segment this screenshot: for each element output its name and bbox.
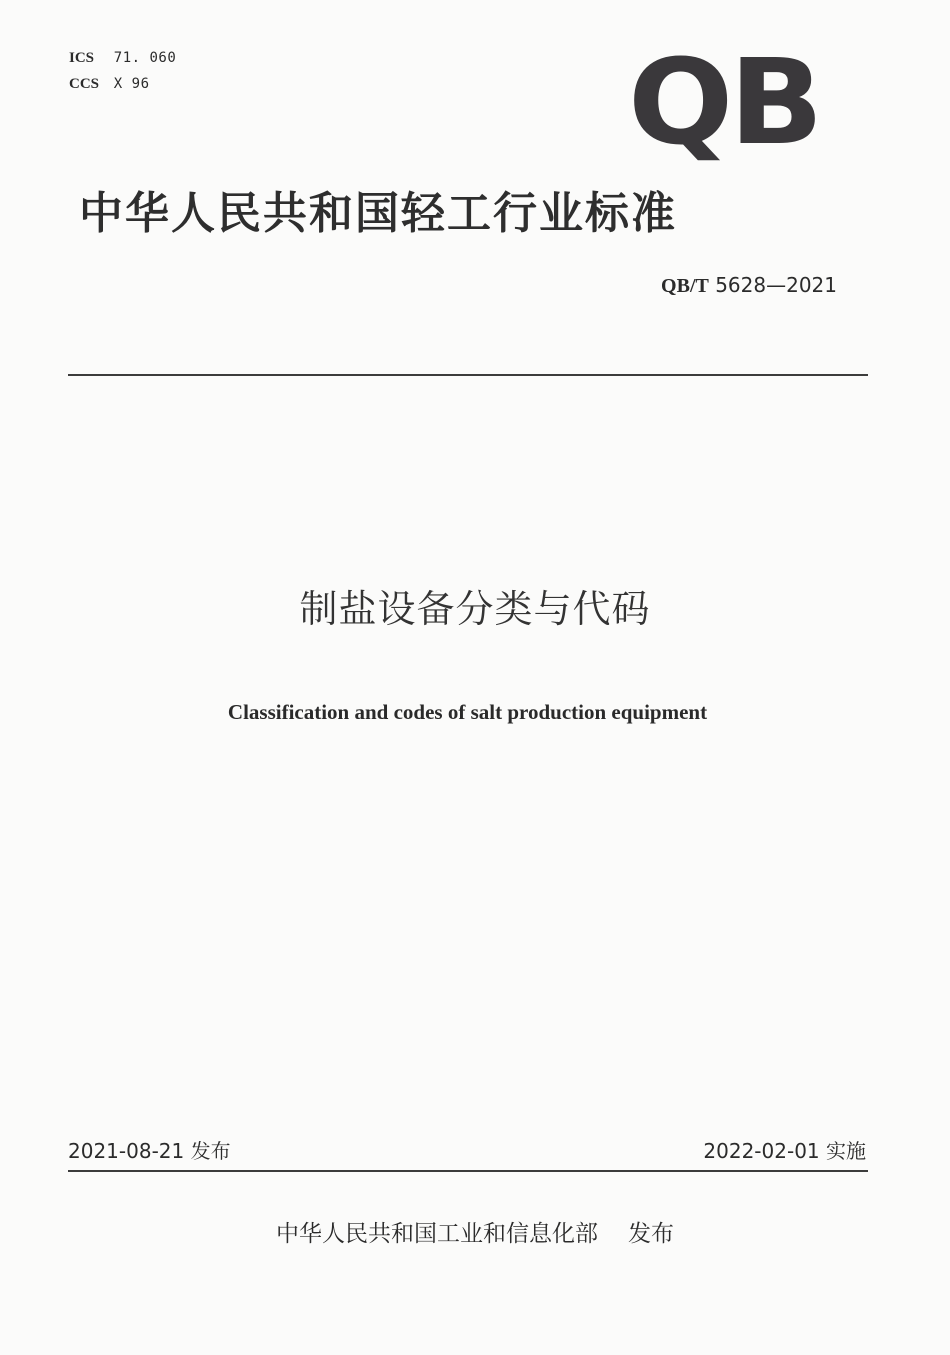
ics-value: 71. 060: [113, 50, 177, 66]
bottom-divider: [68, 1170, 868, 1172]
ics-line: [69, 48, 176, 67]
document-title-chinese: 制盐设备分类与代码: [299, 587, 651, 631]
publisher-name: 中华人民共和国工业和信息化部: [276, 1221, 598, 1247]
publisher-line: [0, 1219, 950, 1249]
ccs-value: X 96: [113, 76, 150, 92]
document-title-english: Classification and codes of salt production equipment: [227, 700, 708, 724]
ccs-line: [69, 74, 150, 93]
release-date: 2021-08-21 发布: [68, 1139, 231, 1163]
ics-label: ICS: [69, 50, 95, 66]
top-divider: [68, 374, 868, 376]
ccs-label: CCS: [69, 76, 100, 92]
standard-body-title: 中华人民共和国轻工行业标准: [79, 188, 677, 239]
standard-code: [661, 272, 837, 299]
implementation-date: 2022-02-01 实施: [703, 1139, 866, 1163]
publisher-action: 发布: [628, 1221, 674, 1247]
standard-code-number: 5628—2021: [715, 273, 837, 297]
qb-logo: QB: [628, 33, 820, 171]
standard-code-prefix: QB/T: [661, 275, 709, 297]
